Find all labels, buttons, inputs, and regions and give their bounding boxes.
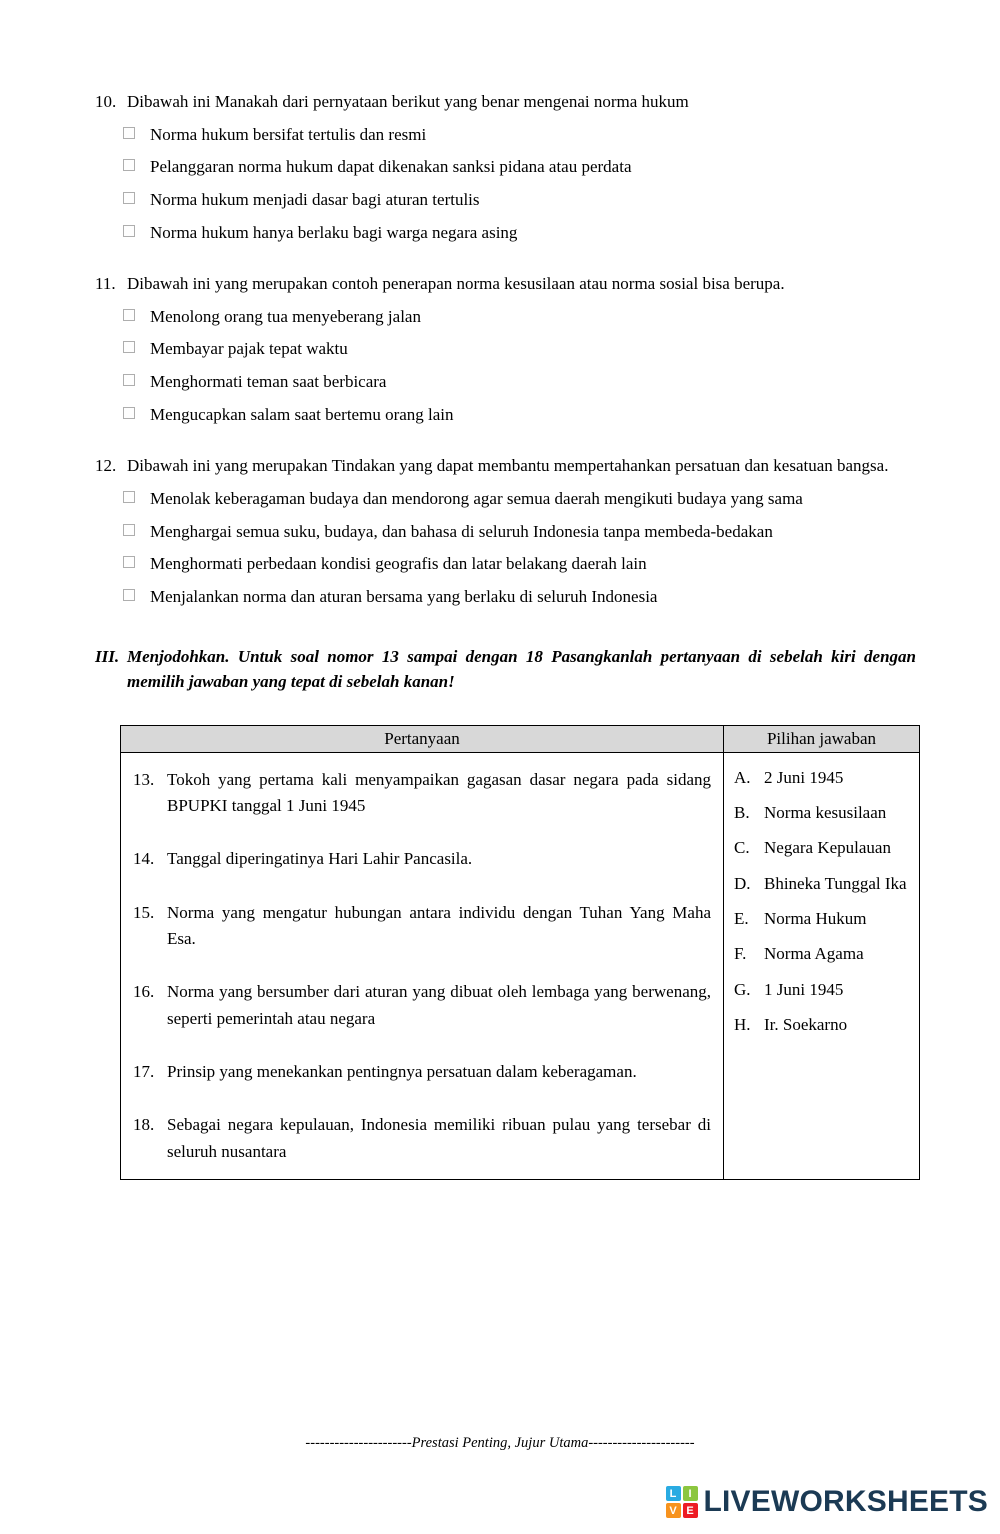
matching-table — [120, 725, 920, 1180]
option-label: Menolak keberagaman budaya dan mendorong agar semua daerah mengikuti budaya yang sama — [150, 489, 803, 509]
answer-letter: G. — [734, 979, 751, 999]
matching-question-text: Tanggal diperingatinya Hari Lahir Pancasila. — [167, 849, 473, 869]
matching-answer-option[interactable] — [734, 977, 913, 1003]
option-row[interactable] — [123, 155, 922, 180]
answer-text: 1 Juni 1945 — [764, 979, 844, 999]
matching-question — [133, 979, 711, 1032]
checkbox-icon[interactable] — [123, 192, 135, 204]
option-row[interactable] — [123, 585, 922, 610]
answer-text: Norma Agama — [764, 944, 864, 964]
option-row[interactable] — [123, 520, 922, 545]
checkbox-icon[interactable] — [123, 589, 135, 601]
option-row[interactable] — [123, 305, 922, 330]
option-label: Mengucapkan salam saat bertemu orang lain — [150, 404, 454, 424]
checkbox-icon[interactable] — [123, 556, 135, 568]
question-number: 11. — [95, 274, 116, 294]
matching-answer-option[interactable] — [734, 871, 913, 897]
matching-question — [133, 767, 711, 820]
table-header-pertanyaan: Pertanyaan — [121, 725, 724, 752]
matching-question-text: Norma yang mengatur hubungan antara individu dengan Tuhan Yang Maha Esa. — [167, 902, 711, 948]
answer-text: 2 Juni 1945 — [764, 767, 844, 787]
question-text: Dibawah ini yang merupakan contoh penerapan norma kesusilaan atau norma sosial bisa berupa. — [127, 274, 785, 294]
matching-question-text: Sebagai negara kepulauan, Indonesia memiliki ribuan pulau yang tersebar di seluruh nusantara — [167, 1115, 711, 1161]
option-label: Menolong orang tua menyeberang jalan — [150, 306, 421, 326]
matching-question-text: Norma yang bersumber dari aturan yang dibuat oleh lembaga yang berwenang, seperti pemerintah atau negara — [167, 982, 711, 1028]
option-label: Norma hukum bersifat tertulis dan resmi — [150, 124, 427, 144]
answer-text: Norma kesusilaan — [764, 802, 887, 822]
question-block-12 — [95, 454, 922, 609]
answer-letter: C. — [734, 838, 750, 858]
matching-answers-cell — [724, 752, 920, 1179]
matching-answer-option[interactable] — [734, 765, 913, 791]
matching-question-number: 15. — [133, 902, 155, 922]
logo-letter-e: E — [683, 1503, 698, 1518]
section-3-label: III. — [95, 646, 120, 666]
answer-letter: E. — [734, 908, 749, 928]
question-11-text-line — [95, 272, 922, 297]
matching-question — [133, 900, 711, 953]
matching-question-number: 14. — [133, 849, 155, 869]
logo-letter-v: V — [666, 1503, 681, 1518]
option-label: Menghormati perbedaan kondisi geografis dan latar belakang daerah lain — [150, 554, 647, 574]
matching-answer-option[interactable] — [734, 1012, 913, 1038]
answer-letter: B. — [734, 802, 750, 822]
option-label: Norma hukum menjadi dasar bagi aturan tertulis — [150, 189, 480, 209]
liveworksheets-icon — [666, 1486, 698, 1518]
question-number: 10. — [95, 92, 117, 111]
option-label: Menjalankan norma dan aturan bersama yang berlaku di seluruh Indonesia — [150, 586, 658, 606]
matching-table-header-row — [121, 725, 920, 752]
section-3-heading — [95, 644, 922, 695]
option-label: Membayar pajak tepat waktu — [150, 339, 348, 359]
option-row[interactable] — [123, 403, 922, 428]
matching-question-number: 17. — [133, 1062, 155, 1082]
question-text: Dibawah ini yang merupakan Tindakan yang dapat membantu mempertahankan persatuan dan kesatuan bangsa. — [127, 456, 889, 476]
option-row[interactable] — [123, 337, 922, 362]
checkbox-icon[interactable] — [123, 127, 135, 139]
checkbox-icon[interactable] — [123, 309, 135, 321]
question-number: 12. — [95, 456, 117, 476]
checkbox-icon[interactable] — [123, 407, 135, 419]
footer-motto: ----------------------Prestasi Penting, Jujur Utama---------------------- — [305, 1435, 695, 1451]
table-header-pilihan-jawaban: Pilihan jawaban — [724, 725, 920, 752]
matching-questions-cell — [121, 752, 724, 1179]
matching-answer-option[interactable] — [734, 941, 913, 967]
answer-letter: F. — [734, 944, 747, 964]
answer-text: Ir. Soekarno — [764, 1015, 848, 1035]
matching-question-number: 16. — [133, 982, 155, 1002]
answer-letter: A. — [734, 767, 751, 787]
matching-question-text: Prinsip yang menekankan pentingnya persatuan dalam keberagaman. — [167, 1062, 637, 1082]
question-text: Dibawah ini Manakah dari pernyataan berikut yang benar mengenai norma hukum — [127, 92, 689, 111]
option-row[interactable] — [123, 123, 922, 148]
matching-answer-option[interactable] — [734, 906, 913, 932]
matching-question — [133, 1059, 711, 1085]
option-row[interactable] — [123, 370, 922, 395]
option-row[interactable] — [123, 188, 922, 213]
option-label: Menghormati teman saat berbicara — [150, 372, 387, 392]
liveworksheets-logo[interactable] — [666, 1486, 989, 1518]
answer-text: Norma Hukum — [764, 908, 867, 928]
checkbox-icon[interactable] — [123, 491, 135, 503]
matching-table-body-row — [121, 752, 920, 1179]
question-block-11 — [95, 272, 922, 427]
option-row[interactable] — [123, 552, 922, 577]
question-block-10 — [95, 90, 922, 245]
matching-answer-option[interactable] — [734, 835, 913, 861]
checkbox-icon[interactable] — [123, 524, 135, 536]
logo-letter-i: I — [683, 1486, 698, 1501]
answer-letter: H. — [734, 1015, 751, 1035]
section-3-instructions: Menjodohkan. Untuk soal nomor 13 sampai dengan 18 Pasangkanlah pertanyaan di sebelah kiri dengan memilih jawaban yang tepat di sebelah kanan! — [127, 646, 916, 692]
option-label: Pelanggaran norma hukum dapat dikenakan sanksi pidana atau perdata — [150, 157, 632, 177]
checkbox-icon[interactable] — [123, 374, 135, 386]
logo-letter-l: L — [666, 1486, 681, 1501]
answer-text: Negara Kepulauan — [764, 838, 891, 858]
option-label: Menghargai semua suku, budaya, dan bahasa di seluruh Indonesia tanpa membeda-bedakan — [150, 521, 773, 541]
question-12-text-line — [95, 454, 922, 479]
option-row[interactable] — [123, 487, 922, 512]
matching-question-number: 13. — [133, 769, 155, 789]
option-label: Norma hukum hanya berlaku bagi warga negara asing — [150, 222, 518, 242]
matching-question-text: Tokoh yang pertama kali menyampaikan gagasan dasar negara pada sidang BPUPKI tanggal 1 Juni 1945 — [167, 769, 711, 815]
matching-question — [133, 846, 711, 872]
answer-text: Bhineka Tunggal Ika — [764, 873, 907, 893]
question-10-text-line — [95, 90, 922, 115]
matching-answer-option[interactable] — [734, 800, 913, 826]
checkbox-icon[interactable] — [123, 159, 135, 171]
brand-name: LIVEWORKSHEETS — [703, 1485, 988, 1518]
answer-letter: D. — [734, 873, 751, 893]
checkbox-icon[interactable] — [123, 225, 135, 237]
option-row[interactable] — [123, 221, 922, 246]
checkbox-icon[interactable] — [123, 341, 135, 353]
matching-question-number: 18. — [133, 1115, 155, 1135]
matching-question — [133, 1112, 711, 1165]
